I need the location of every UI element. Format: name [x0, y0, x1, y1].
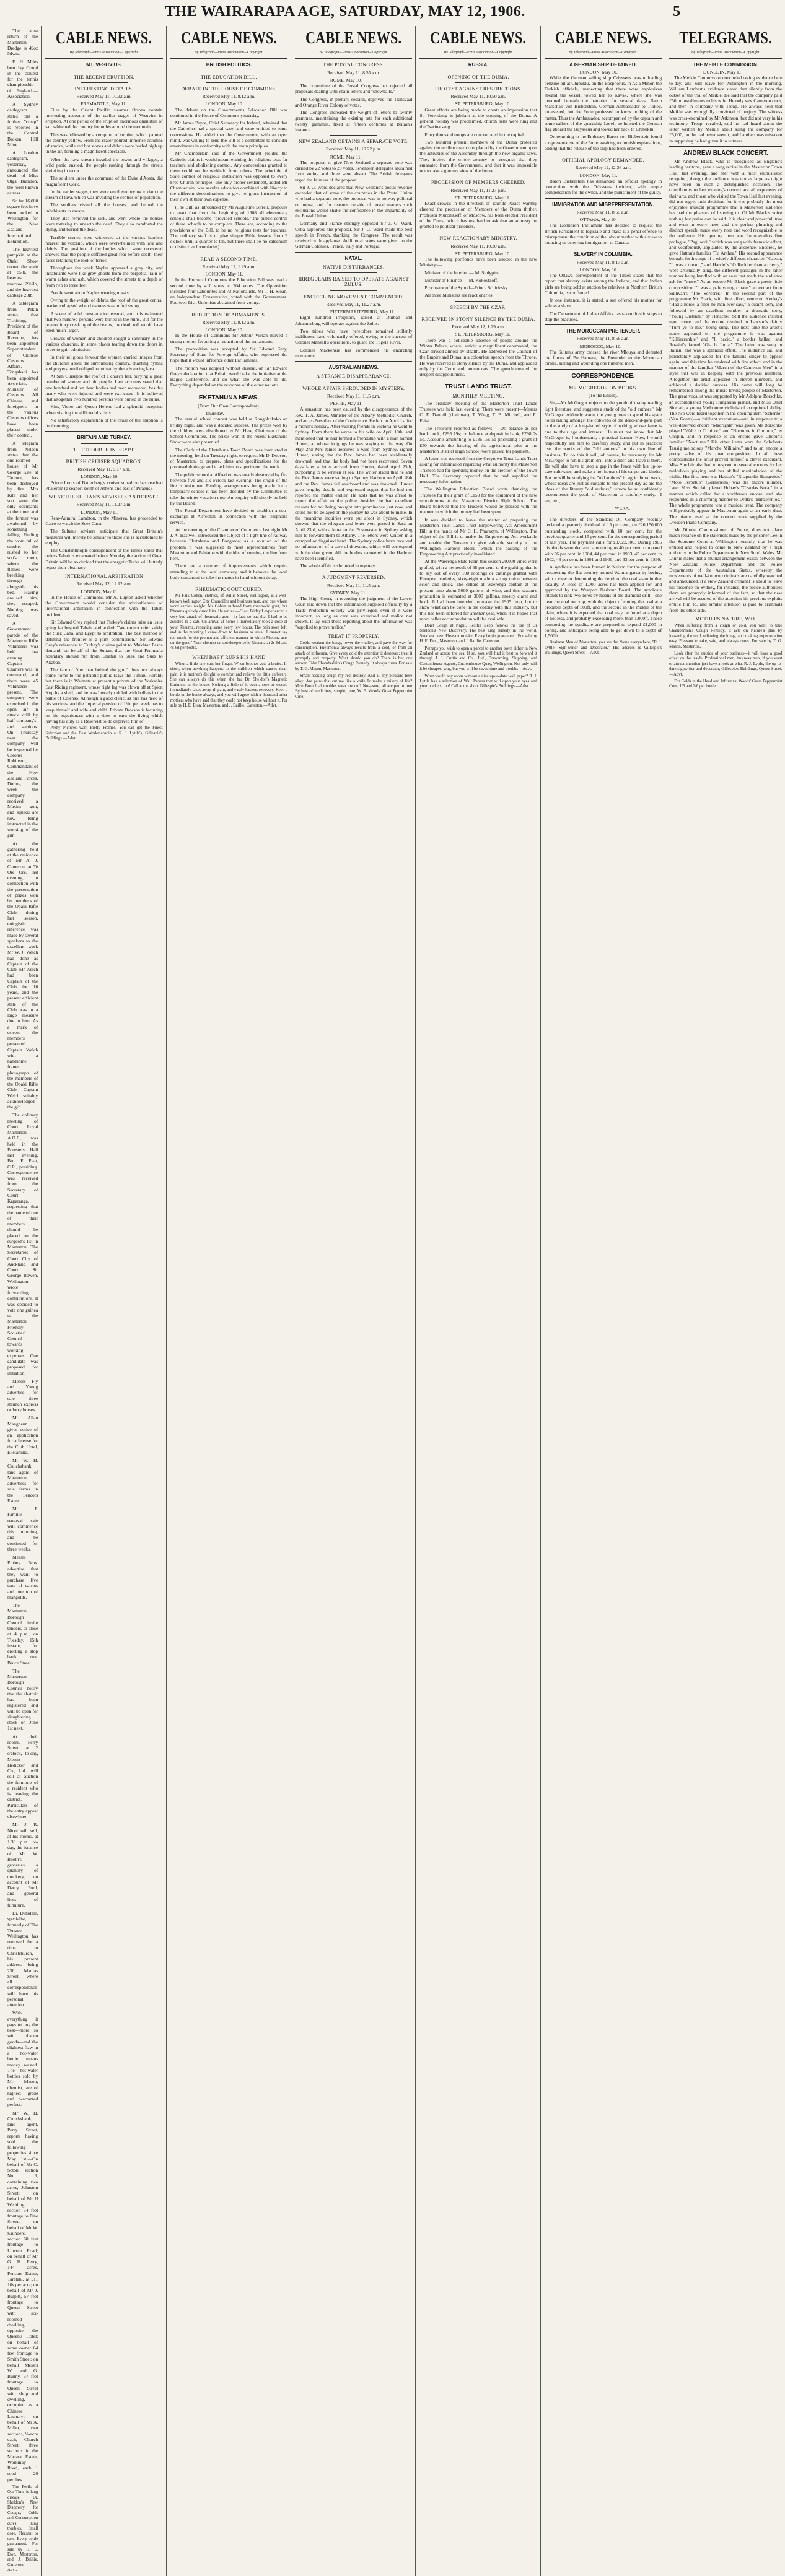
article-body	[669, 75, 782, 144]
rule	[419, 58, 537, 59]
subheading: NEW ZEALAND OBTAINS A SEPARATE VOTE.	[298, 139, 409, 144]
article-body	[295, 596, 412, 630]
dateline: ROME, May 10.	[330, 77, 362, 83]
rule	[295, 252, 412, 253]
dateline: PERTH, May 11.	[330, 401, 363, 406]
advertisement: Don't Cough at Night. Restful sleep follows the use of Dr Sheldon's New Discovery. The best lung remedy in the world. Smallest dose. Pleasant to take. Every bottle guaranteed. For sale by H. E. Eton, Masterton, and J. Baillie, Carterton.	[419, 624, 537, 644]
dateline: LONDON, May 10.	[205, 327, 243, 333]
column-cable-news-4	[415, 26, 540, 2576]
paragraph: With everything it pays to buy the best—more so with tobacco goods—and the slightest flaw in a hot-water bottle means money wasted. The hot-water bottles sold by Mr Mason, chemist, are of highest grade and warranted perfect.	[7, 2010, 38, 2108]
subheading: THE TROUBLE IN EGYPT.	[72, 446, 136, 453]
paragraph: The Sultan's army crossed the river Mlouya and defeated the forces of Bu Hamara, the Pretender to the Moroccan throne, killing and wounding one hundred men.	[544, 349, 662, 367]
paragraph: No satisfactory explanation of the cause of the eruption is forthcoming.	[45, 417, 163, 429]
divider	[580, 513, 627, 514]
section-heading: EKETAHUNA NEWS.	[198, 394, 259, 401]
byline: By Telegraph—Press Association—Copyright.	[691, 51, 760, 54]
article-body	[45, 107, 162, 429]
advertisement: When suffering from a cough or cold, you want to take Chamberlain's Cough Remedy. It acts on Nature's plan by loosening the cold, relieving the lungs, and making expectoration easy. Pleasant to take, safe, and always cures. For sale by T. G. Mason, Masterton.	[669, 624, 783, 649]
subheading: A STRANGE DISAPPEARANCE.	[316, 373, 392, 380]
received-line: Received May 11, 10.32 a.m.	[76, 94, 132, 99]
rule	[545, 198, 662, 199]
subheading: A JUDGMENT REVERSED.	[322, 575, 385, 581]
paragraph: Terrible scenes were witnessed at the various hamlets nearest the volcano, which were overwhelmed with lava and debris. The position of the bodies which were recovered showed that the people suffered great fear before death, their faces retaining the look of terror.	[45, 234, 163, 263]
subheading: INTERESTING DETAILS.	[74, 85, 134, 92]
paragraph: The following portfolios have been allotted in the new Ministry:—	[419, 256, 537, 268]
received-line: Received May 11, 9.17 a.m.	[77, 466, 131, 472]
paragraph: Mr W. H. Cruickshank, land agent, of Masterton, advertises for sale farms in the Pencors Estate.	[7, 1458, 38, 1503]
article-body	[545, 222, 662, 245]
paragraph: Sir J. G. Ward declared that New Zealand's postal revenue exceeded that of some of the countries in the Postal Union who had a separate vote, the proposal was in no way political or unjust, and for reasons outside of postal matters such exclusions would shake the confidence in the impartiality of the Postal Union.	[295, 184, 413, 219]
dateline: LONDON, May 10.	[205, 101, 243, 107]
paragraph: The soldiers under the command of the Duke d'Aosta, did magnificent work.	[45, 175, 163, 187]
dateline: ROME, May 11.	[330, 154, 362, 160]
article-body	[170, 107, 287, 250]
article-body	[545, 516, 662, 638]
divider	[455, 301, 502, 302]
divider	[330, 272, 377, 273]
telegrams-banner: TELEGRAMS.	[679, 28, 773, 47]
dateline: ST. PETERSBURG, May 11.	[455, 331, 511, 337]
masthead	[0, 0, 690, 25]
paragraph: Dr. Dinsdale, specialist, formerly of The Terrace, Wellington, has removed for a time to Christchurch, his present address being 230, Madras Street, where all correspondence will have his personal attention.	[7, 1910, 38, 2008]
letter-signature: WEKA.	[615, 505, 631, 511]
article-body	[419, 107, 537, 174]
section-heading: SLAVERY IN COLUMBIA.	[574, 251, 633, 258]
article-body	[419, 256, 537, 298]
subheading: REDUCTION OF ARMAMENTS.	[191, 311, 266, 318]
paragraph: The motion was adopted without dissent, on Sir Edward Grey's declaration that Britain would take the initiative at the Hague Conference, and do what she was able to do. Everything depended on the response of the other nations.	[170, 365, 288, 388]
divider	[455, 82, 502, 83]
received-line: Received May 11, 8.56 a.m.	[576, 336, 630, 342]
paragraph: Germany and France strongly opposed Sir J. G. Ward. Cuba supported the proposal. Sir J. G. Ward made the best speech in French, thanking the Congress. The result was received with applause. Additional votes were given to the German Colonies, France, Italy and Portugal.	[295, 220, 413, 250]
paragraph: Minister of Finance — M. Kokovtzoff.	[424, 277, 499, 283]
paragraph: At the Waerenga State Farm this season 20,000 vines were grafted, with a net result of 68 per cent. to the grafting; that is to say out of every 100 rootings or cuttings grafted with European varieties, sixty-eight made a strong union between scion and stock. The cellars at Waerenga contain at the present time about 5000 gallons of wine, and this season's production is estimated at 3000 gallons, mostly claret and hock. It had been intended to make the 1905 crop, but to show what can be done in the colony with this industry, but this has been deferred for another year, when it is hoped that more cellar accommodation will be available.	[419, 559, 537, 622]
paragraph: The High Court, in reversing the judgment of the Lower Court laid down that the information supplied officially by a Trade Protection Society was privileged, even if it were incorrect, so long as care was exercised and malice not shown. It lay with those reporting about the information was "supplied to prove malice."	[295, 596, 413, 630]
article-body	[545, 400, 662, 503]
paragraph: Mr W. H. Cruickshank, land agent, Perry Street, reports having sold the following properties since May 1st:—On behalf of Mr C. Soton section No. 6, containing two acres, Johnston Street; on behalf of Mr H Wedding, section 54 feet frontage to Pine Street; on behalf of Mr W. Saunders, section 60 feet frontage to Lincoln Road; on behalf of Mr G. H. Perry, 144 acres, Pencors Estate, Taratahi, at £11 10s per acre; on behalf of Mr J. Bulpitt, 57 feet frontage to Queen Street with six-roomed dwelling, opposite the Queen's Hotel; on behalf of same owner 64 feet frontage to Smith Street; on behalf Messrs W. and G. Bunny, 57 feet frontage to Queen Street with shop and dwelling, occupied as a Chinese Laundry; on behalf of Mr A. Miller, two sections, ¼-acre each, Church Street; three sections in the Macara Estate, Workmay Road, each 1 rood 20 perches.	[7, 2110, 38, 2482]
rule	[545, 369, 662, 370]
paragraph: Two hundred present members of the Duma protested against the terrible restriction placed by the Government upon the activities of the Assembly through the new organic laws. They invited the whole country to recognise that they emanated from the Government, and that it was impossible not to take a gloomy view of the future.	[419, 139, 537, 173]
column-telegrams	[665, 26, 785, 2576]
dateline: ST. PETERSBURG, May 11.	[455, 194, 511, 201]
divider	[81, 455, 128, 456]
divider	[330, 290, 377, 291]
advertisement: Look after the outside of your business—it will have a good effect on the inside. Professional men, business men, if you want to attract attention just have a look at what R. J. Lyttle, the up-to-date signwriter and decorator, Gillespie's Buildings, Queen Street.—Advt.	[669, 651, 783, 677]
paragraph: The Congress increased the weight of letters to twenty grammes, maintaining the existing rate for each additional twenty grammes, fixed at fifteen centimes at Britain's instance.	[295, 110, 413, 133]
rule	[669, 146, 782, 147]
article-body	[419, 401, 537, 622]
paragraph: A Government parade of the Masterton Rifle Volunteers was held last evening. Captain Charters was in command, and there were 45 Volunteers present. The company were exercised in the open air in attack drill by half-company's and sections. On Thursday next the company will be inspected by Colonel Robinson, Commandant of the New Zealand Forces. During the week the company received a Maxim gun, and squads are now being instructed in the working of the gun.	[7, 620, 38, 838]
article-body	[170, 277, 287, 305]
received-line: Received May 11, 11.27 a.m.	[326, 301, 382, 307]
subheading: MR MCGREGOR ON BOOKS.	[569, 385, 638, 391]
paragraph: The proposition was accepted by Sir Edward Grey, Secretary of State for Foreign Affairs, who expressed the hope that it would influence other Parliaments.	[170, 346, 288, 363]
cable-news-banner: CABLE NEWS.	[180, 28, 278, 47]
paragraph: The proposal to give New Zealand a separate vote was carried by 22 votes to 20 votes. Seventeen delegates abstained from voting and three were absent. The British delegates urged the fairness of the proposal.	[295, 159, 413, 183]
dateline: DUNEDIN, May 11.	[703, 69, 743, 75]
paragraph: Crowds of women and children sought a sanctuary in the various churches, in some places tearing down the doors in order to gain admission.	[45, 335, 163, 352]
paragraph: In their religious fervour the women carried images from the churches about the surrounding country, chanting hymns and prayers, until obliged to retreat by the advancing lava.	[45, 354, 163, 372]
advertisement: Pretty Pictures want Pretty Frames. You can get the Finest Selection and the Best Workmanship at R. J. Lyttle's, Gillespie's Buildings.—Advt.	[45, 726, 163, 741]
paragraph: Sir,—Mr McGregor objects to the youth of to-day reading light literature, and suggests a study of the "old authors." Mr McGregor evidently wants the young men to spend his spare hours raking amongst the cobwebs of the dead-and-gone past in the study of a long-haired style of writing whose fame is due to their age and interest. He must not know that Mr McGregor is, I understand, a practical farmer. Now, I would respectfully ask him to carefully study, and put in practical use, the works of the "old authors" in his own line of business. To do this it will, of course, be necessary for Mr McGregor to run his grain-drill into a ditch and leave it there. He will also have to stop a gap in the fence with his up-to-date cultivator, and make a hot-house of his carpet and binder. But he will be studying the "old authors" in agricultural work, whose ideas are just as suitable to the present day as are the ideas of the literary "old authors," whom he so confidently recommends the youth of Masterton to carefully study.—I am, etc.,	[544, 400, 662, 503]
rule	[545, 324, 662, 325]
subheading: IRREGULARS RAISED TO OPERATE AGAINST ZULUS.	[298, 276, 409, 288]
dateline: LONDON, May 11.	[81, 588, 119, 594]
received-line: Received May 11, 8.55 a.m.	[576, 209, 630, 215]
subheading: WHAT THE SULTAN'S ADVISERS ANTICIPATE.	[48, 494, 160, 500]
columns	[4, 26, 783, 2573]
advertisement: Colds weaken the lungs, lower the vitality, and pave the way for consumption. Pneumonia always results from a cold, or from an attack of influenza. Give every cold the attention it deserves; treat it promptly and properly. What should you do? There is but one answer. Take Chamberlain's Cough Remedy. It always cures. For sale by T. G. Mason, Masterton.	[295, 640, 413, 671]
section-heading: ANDREW BLACK CONCERT.	[683, 149, 768, 157]
dateline: FREMANTLE, May 11.	[81, 101, 127, 107]
subheading: MOTHERS NATURE, W.O.	[695, 616, 756, 622]
byline: By Telegraph—Press Association—Copyright.	[568, 51, 638, 54]
paragraph: The heaviest pumpkin at the Otaki Show turned the scale at 85lb, the heaviest marrow 29½lb, and the heaviest cabbage 20lb.	[7, 246, 38, 298]
dateline: SYDNEY, May 11.	[330, 590, 367, 596]
rule	[295, 361, 412, 362]
divider	[330, 135, 377, 136]
subheading: THE EDUCATION BILL.	[200, 74, 257, 80]
paragraph: The Department of Indian Affairs has taken drastic steps to stop the practices.	[544, 310, 662, 322]
received-line: Received May 11, 8.12 a.m.	[202, 319, 256, 325]
rule	[170, 58, 287, 59]
article-body	[295, 83, 412, 133]
paragraph: A London cablegram, yesterday, announced the death of Miss Olga Brandon, the well-known actress.	[7, 150, 38, 196]
divider	[206, 308, 253, 309]
divider	[206, 82, 253, 83]
paragraph: A Sydney cablegram states that a further "creep" is reported in the Central Broken Hill Mine.	[7, 102, 38, 147]
column-cable-news-5	[540, 26, 665, 2576]
paragraph: Mr Dinnie, Commissioner of Police, does not place much reliance on the statement made by the prisoner Lee in the Supreme Court at Wellington recently, that he was enticed and helped to come to New Zealand by a high authority in the Police Department in New South Wales. Mr Dinnie states that a mutual arrangement exists between the New Zealand Police Department and the Police Departments of the Australian States, whereby the movements of well-known criminals are carefully watched and announced. If a New Zealand criminal is about to leave his presence on Sydney, for instance, the police authorities there are promptly informed of the fact, so that the new arrival will be assured of the attention his previous exploits entitle him to, and similar attention is paid to criminals from the other side.	[669, 527, 783, 613]
dateline: LONDON, May 11.	[81, 509, 119, 515]
subheading: THE RECENT ERUPTION.	[73, 74, 135, 80]
section-heading: A GERMAN SHIP DETAINED.	[569, 62, 637, 68]
paragraph: The fate of "the man behind the gun," does not always come home to the patriotic public (says the Timaru Herald) but there is in Waimate at present a private of the Yorkshire East Riding regiment, whose right leg was blown off at Spion Kop by a shell, and he was literally riddled with bullets in the battle of Colenso. Although a good cleric, as one has need of his services, and the Imperial pension of 1½d per week has to keep himself and wife and child. Private Dawson is lecturing on his experiences with a view to earn the living which having his duty as a Reservist to do deprived him of.	[45, 666, 163, 724]
article-body	[545, 272, 662, 322]
cable-news-banner: CABLE NEWS.	[56, 28, 152, 47]
subheading: NATIVE DISTURBANCES.	[323, 264, 385, 270]
paragraph: Files by the Orient Pacific steamer Ortona contain interesting accounts of the earlier stages of Vesuvius in eruption. At one period of the eruption enormous quantities of salt whitened the country for miles around the mountain.	[45, 107, 163, 130]
subheading: WHOLE AFFAIR SHROUDED IN MYSTERY.	[302, 385, 405, 391]
paragraph: While the German sailing ship Odysseus was unloading benzine oil at Chibuklu, on the Bosphorus, in Asia Minor, the Turkish officials, suspecting that there were explosives aboard the vessel, towed her to Kavak, where she was detained beneath the batteries for several days. Baron Marschall von Bieberstein, German Ambassador to Turkey, intervened, but the Porte professed to know nothing of the matter. Thus the Ambassador, accompanied by the captain and some sailors of the guardship Loreli, re-hoisted the German flag aboard the Odysseus and towed her back to Chibuklu.	[544, 74, 662, 132]
paragraph: Sir Edward Grey replied that Turkey's claims raise an issue going far beyond Tabah, and added: "We cannot refer safely the Suez Canal and Egypt to arbitration. The best method of defining the frontier is a joint commission." Sir Edward Grey's reference to Turkey's claims point to Mukhtar Pasha demand, on behalf of the Sultan, that the Sinai Peninsula boundary should run from Elrafah to Suez and Suez to Akabah.	[45, 619, 163, 665]
rule	[45, 431, 162, 432]
subheading: MONTHLY MEETING.	[452, 393, 504, 399]
cable-news-banner: CABLE NEWS.	[555, 28, 652, 47]
divider	[580, 381, 627, 382]
paragraph: The Wellington Education Board wrote thanking the Trustees for their grant of £150 for the equipment of the new schoolrooms at the Masterton District High School. The Board believed that the Trustees would be pleased with the manner in which the money had been spent.	[419, 486, 537, 515]
paragraph: Exact crowds in the direction of Tauride Palace warmly cheered the procession of Members of the Duma thither. Professor Muromtseff, of Moscow, has been elected President of the Duma, which has resolved to ask that an amnesty be granted to political prisoners.	[419, 201, 537, 229]
received-line: Received May 11, 8.12 a.m.	[202, 94, 256, 99]
paragraph: Throughout the week Naples appeared a grey city, and inhabitants were like grey ghosts from the perpetual rain of warm ashes and ash, which covered the streets to a depth of from two to three feet.	[45, 264, 163, 288]
paragraph: The whole affair is shrouded in mystery.	[300, 563, 376, 568]
paragraph: Rear-Admiral Lambton, in the Minerva, has proceeded to Cairo to watch the Suez Canal.	[45, 515, 163, 526]
paragraph: So far 16,000 square feet have been booked in Wellington for the New Zealand International Exhibition.	[7, 198, 38, 244]
dateline: ST. PETERSBURG, May 10.	[455, 101, 511, 107]
received-line: Received May 11, 10.22 p.m.	[325, 146, 382, 152]
paragraph: Mr P. Famill's removal sale will commence this morning, and be continued for three weeks.	[7, 1506, 38, 1552]
paragraph: The Clerk of the Eketahuna Town Board was instructed at the meeting, held on Tuesday night, to request Mr D. Dobson, of Masterton, to prepare, plans and specifications for the proposed drainage and to ask him to superintend the work.	[170, 446, 288, 470]
subheading: ENCIRCLING MOVEMENT COMMENCED.	[303, 294, 404, 300]
rule	[295, 58, 412, 59]
subheading: READ A SECOND TIME.	[200, 256, 258, 262]
paragraph: King Victor and Queen Helene had a splendid reception when visiting the afflicted districts.	[45, 404, 163, 416]
paragraph: Messrs Fly and Young advertise for sale three staunch express or lorry horses.	[7, 1378, 38, 1412]
paragraph: On returning to the Embassy, Baron von Bieberstein found a representative of the Porte awaiting to furnish explanations, adding that the release of the ship had been ordered.	[544, 134, 662, 151]
paragraph: At San Guiseppe the roof of a church fell, burying a great number of women and old people. Last accounts stated that one hundred and ten dead bodies had been recovered, besides many who were injured and were extricated. It is believed that altogether two hundred persons were buried in the ruins.	[45, 373, 163, 402]
paragraph: The soldiers visited all the houses, and helped the inhabitants to escape.	[45, 202, 163, 214]
byline: By Telegraph—Press Association—Copyright.	[69, 51, 139, 54]
paragraph: The Masterton Borough Council invite tenders, to close at 4 p.m., on Tuesday, 15th instant, for erecting a stop bank near Bruce Street.	[7, 1603, 38, 1666]
paragraph: The Ottawa correspondent of the Times states that the report that slavery exists among the Indians, and that Indian girls are being sold at auction by relatives in Northern British Columbia, is confirmed.	[544, 272, 662, 295]
article-body	[545, 75, 662, 151]
article-body	[45, 594, 162, 724]
paragraph: At the meeting of the Chamber of Commerce last night Mr J. A. Hastwell introduced the subject of a light line of railway between Eketahuna and Pongaroa; as a solution of the problem it was suggested to meet representatives from Masterton and Pahiatua with the idea of running the line from here.	[170, 526, 288, 561]
paragraph: Mr Falk Cohen, clothier, of Willis Street, Wellington, is a well-known Wellington City Councillor and business man, and one whose word carries weight. Mr Cohen suffered from rheumatic gout, but Rheuma quickly cured him. He writes:—"Last Friday I experienced a very bad attack of rheumatic gout—in fact, so bad that I had to be assisted to a cab. On arrival at home I immediately took a dose of your Rheuma, repeating same every few hours. The pain soon left, and in the morning I came down to business as usual. I cannot say too much for the prompt and efficient manner in which Rheuma acts on the gout." Your chemist or storekeeper sells Rheuma at 2s 6d and 4s 6d per bottle.	[170, 594, 288, 651]
paragraph: All three Ministers are reactionaries.	[424, 292, 494, 298]
received-line: Received May 11, 11.27 a.m.	[76, 502, 132, 508]
divider	[330, 571, 377, 572]
paragraph: It was decided to leave the matter of preparing the Masterton Trust Lands Trust Empowering Act Amendment Bill in the hands of Mr C. H. Pharazyn, of Wellington. The object of the Bill is to make the Empowering Act workable and enable the Trustees to give valuable security to the Wellington Harbour Board, which the passing of the Empowering Act practically invalidated.	[419, 516, 537, 557]
article-body	[545, 178, 662, 196]
byline: By Telegraph—Press Association—Copyright.	[194, 51, 263, 54]
paragraph: A telegram from Nelson states that the one-roomed house of Mr George Kite, at Tadmor, has been destroyed by fire. Mrs Kite and her son were the only occupants at the time, and the former was awakened by something falling. Finding the room full of smoke, she rushed to her son's room, where the flames were breaking through alongside his bed. Having aroused him, they escaped. Nothing was saved.	[7, 440, 38, 618]
paragraph: In the House of Commons the Education Bill was read a second time by 410 votes to 204 votes. The Opposition included four Labourites and 73 Nationalists. Mr T. H. Sloan, an Independent Conservative, voted with the Government. Fourteen Irish Unionists abstained from voting.	[170, 277, 288, 306]
divider	[81, 443, 128, 444]
article-body	[45, 515, 162, 570]
subheading: SPEECH BY THE CZAR.	[450, 304, 507, 310]
received-line: Received May 11, 11.5 p.m.	[327, 582, 380, 588]
dateline: LONDON, May 11.	[579, 172, 618, 178]
paragraph: The directors of the Standard Oil Company recently declared a quarterly dividend of 15 per cent., on £20,150,000 outstanding stock, compared with 10 per cent. for the previous quarter and 15 per cent. for the corresponding period of last year. The payment calls for £3,022,500. During 1905 dividends were declared amounting to 40 per cent. compared with 36 per cent. in 1904, 44 per cent. in 1903, 45 per cent. in 1902, 48 per cent. in 1901 and 1900, and 33 per cent. in 1899.	[544, 516, 662, 562]
paragraph: The Meikle Commission concluded taking evidence here to-day, and will leave for Wellington in the morning. William Lambert's evidence stated that silently from the outset of the trial of Meikle. He said that the company paid £50 in installments to his wife. He only saw Cameron once, and then in company with Troup. He always held that Meikle was wrongfully convicted of perjury. The witness was cross-examined by Mr Atkinson, but did not vary in his testimony. Troup, recalled, said he had heard about the letter written by Meikle about suing the company for £5,000, but he had never seen it, and Lambert was mistaken in supposing he had given it to witness.	[669, 74, 783, 144]
section-heading: BRITISH POLITICS.	[206, 62, 252, 68]
paragraph: A sensation has been caused by the disappearance of the Rev. T. A. James, Minister of the Albany Methodist Church, and an ex-President of the Conference. He left on April 1st for a month's holiday. After visiting friends in Victoria he went to Sydney. From there he wrote to his wife on April 10th, and mentioned that he had formed a friendship with a man named Hunter, at whose lodgings he was staying on the way. On May 2nd Mrs James received a wire from Sydney, signed Hunter, stating that the Rev. James had been accidentally drowned, and that the body had not been recovered. Seven days later a letter arrived from Hunter, dated April 25th, purporting to be written at sea. The writer stated that he and the Rev. James were sailing to Sydney Harbour on April 18th and the Rev. James fell overboard and was drowned. Hunter gave lengthy details and expressed regret that he had not reported the matter earlier. He adds that he was afraid to report the affair to the police; besides, he had excellent reasons for not being brought into prominence just now, and could not be delayed on the journey he was about to make. In the meantime inquiries were put afoot in Sydney, which showed that the telegram and letter were posted in Sara on April 23rd, with a letter to the Postmaster in Sydney asking him to forward them to Albany. The letters were written in a cramped or disguised hand. The Sydney police have received no information of a case of drowning which will correspond with the date given. All the bodies recovered in the Harbour have been identified.	[295, 406, 413, 561]
advertisement: For Colds in the Head and Influenza, Woods' Great Peppermint Cure, 1/6 and 2/6 per bottle.	[669, 679, 783, 689]
section-heading: RUSSIA.	[468, 62, 489, 68]
page-number: 5	[673, 4, 680, 20]
received-line: Received May 12, 1.29 a.m.	[452, 324, 505, 329]
column-cable-news-1	[41, 26, 165, 2576]
paragraph: People went about Naples wearing masks.	[50, 289, 130, 295]
paragraph: Mr Allan Mangnenn gives notice of an application for a license for the Club Hotel, Eketahuna.	[7, 1415, 38, 1455]
subheading: OFFICIAL APOLOGY DEMANDED.	[562, 157, 644, 163]
cable-news-banner: CABLE NEWS.	[305, 28, 402, 47]
subheading: RHEUMATIC GOUT CURED.	[195, 586, 263, 592]
received-line: Received May 11, 11.5 p.m.	[327, 393, 380, 399]
paragraph: Prince Louis of Battenberg's cruiser squadron has reached Phaleram (a seaport south of Athens and east of Piraeus).	[45, 479, 163, 491]
subheading: TREAT IT PROPERLY.	[328, 633, 380, 639]
paragraph: (The Bill, as introduced by Mr Augustine Birrell, proposes to enact that from the beginning of 1908 all elementary schools shall become "provided schools," the public control of these schools to be complete. There are, according to the provisions of the Bill, to be no religious tests for teachers. The ordinary staff is to give simple Bible lessons from 9 o'clock until a quarter to ten, but there shall be no catechism or distinctive formularies).	[170, 204, 288, 250]
subheading: OPENING OF THE DUMA.	[447, 74, 509, 80]
paragraph: Procurator of the Synod—Prince Schirinsky.	[424, 285, 509, 290]
dateline: OTTAWA, May 10.	[579, 217, 617, 222]
paragraph: Messrs Finbey Bros. advertise that they want to purchase five tons of carrots and one ton of mangolds.	[7, 1554, 38, 1600]
advertisement: Perhaps you wish to open a parcel to another town either in New Zealand or across the sea. If so, you will find it best to forward it through J. J. Curtis and Co., Ltd., Forwarding, Shipping, and Customhouse Agents, Customhouse Quay, Wellington. Not only will it be cheapest way, but you will be saved time and trouble.—Advt.	[419, 646, 537, 672]
paragraph: Mr Andrew Black, who is recognised as England's leading baritone, gave a song recital in the Masterton Town Hall, last evening, and met with a most enthusiastic reception, though the audience was not as large as might have been on such a distinguished occasion. The contributors to last evening's concert are all exponents of their arts, and those who visited the Town Hall last evening, did not regret their decision, for it was probably the most enjoyable musical programme that a Masterton audience has had the pleasure of listening to. Of Mr Black's voice nothing but praise can be said. It is clear and powerful, true and even in every note, and the perfect phrasing and distinct speech, made every note and word recognisable to the audience. His opening item was Leoncavallo's fine prologue, "Pagliacci," which was sung with dramatic effect, and vociferously applauded by the audience. Encored, he gave Hatton's familiar "To Anthea." His second appearance brought forth songs of a widely different character. "Caesar, "It was a dream," and Handel's "O Ruddier than a cherry," were artistically sung, the different passages in the latter number being handled with an ease that made the audience ask for "more." As an encore Mr Black gave a pretty little composition, "I was a pale young curate," an extract from Sullivan's "The Sorcerer." In the second part of the programme Mr Black, with fine effect, rendered Korbay's "Had a horse, a finer no man ever saw," a quaint item, and followed by an excellent number—a dramatic story, "Young Dietrich," by Henschel. Still the audience insisted upon more, and the encore resulted in Lawson's dainty "Turn ye to me," being sung. The next time the artist's name appeared on the programme it was against "Killiecrankie" and "Il bacio," a border ballad, and Rossini's famed "Gia la Luna." The latter was sung in Italian, and was a splendid effort. The audience sat, and persistently applauded for the famous singer to appear again, and this time he rendered with fine effect, and in the manner of the familiar "March of the Cameron Men" in a style that was in keeping with the previous numbers. Altogether the artist appeared in eleven numbers, and achieved a decided success. His name will long be remembered among the music loving people of Masterton. The great vocalist was supported by Mr Adolphe Borschke, an accomplished young Hungarian pianist, and Miss Ethel Sinclair, a young Melbourne violinist of exceptional ability. The two were heard together in the opening item "Scherzo" (Van Goens)—a brilliant execution—and in response to a well-deserved encore "Madrigale" was given. Mr Borschke played "Waltz in C minor," and "Nocturne in G minor," by Chopin, and in response to an encore gave Chopin's familiar "Nocturne." His other items were the Schubert-Tausig melodious "Marche Militaire," and to an encore a pretty valse of his own composition. In all these compositions the artist proved himself a clever executant. Miss Sinclair also had to respond to several encores for her melodious playing and her skilful manipulation of the violin. Her first item was Hauser's "Rhapsodie Hongroise." "Moto Perpetuo" (Gernsheim) was the encore number. Later Miss Sinclair played Hubay's "Czardas Nota," in a manner which called for a vociferous encore, and she responded in a charming manner to Drdla's "Hinzerenjos." The whole programme was a musical treat. The company will probably appear in Masterton again at an early date. The pianos used at the concert were supplied by the Dresden Piano Company.	[669, 159, 783, 525]
paragraph: There are a number of improvements which require attending to at the local cemetery, and it behoves the local body concerned to take the matter in hand without delay.	[170, 563, 288, 580]
article-body	[669, 159, 782, 613]
subheading: THE POSTAL CONGRESS.	[323, 62, 385, 68]
article-body	[545, 349, 662, 367]
dateline: LONDON, May 11.	[205, 271, 243, 277]
paragraph: The committee of the Postal Congress has rejected all proposals dealing with chain-letters and "snowballs."	[295, 83, 413, 95]
subheading: DEBATE IN THE HOUSE OF COMMONS.	[181, 85, 277, 92]
paragraph: The ordinary meeting of Court Loyal Masterton, A.O.F., was held in the Foresters' Hall last evening, Bro. F. Peat, C.R., presiding. Correspondence was received from the Secretary of Court Kaparanga, requesting that the name of one of their members should be placed on the surgeon's list in Masterton. The Secretaries of Court City of Auckland and Court Sir George Bowen, Wellington, wrote forwarding contributions. It was decided to vote one guinea to the Masterton Friendly Societies' Council towards working expenses. One candidate was proposed for initiation.	[7, 1112, 38, 1376]
paragraph: Forty thousand troops are concentrated in the capital.	[424, 131, 525, 137]
article-body	[295, 406, 412, 568]
section-heading: THE MOROCCAN PRETENDER.	[566, 328, 641, 334]
paragraph: The Dominion Parliament has decided to request the British Parliament to legislate and make it a penal offence to misrepresent the condition of the labour market with a view to inducing or deterring immigration to Canada.	[544, 222, 662, 245]
paragraph: At the gathering held at the residence of Mr A. J. Cameron, at Te Ore Ore, last evening, in connection with the presentation of prizes won by members of the Opaki Rifle Club, during last season, eulogistic reference was made by several speakers to the excellent work Mr W. J. Welch had done as Captain of the Club. Mr Welch had been Captain of the Club for 16 years, and the present efficient state of the Club was in a large measure due to him. As a mark of esteem the members presented Captain Welch with a handsome framed photograph of the members of the Opaki Rifle Club. Captain Welch suitably acknowledged the gift.	[7, 840, 38, 1110]
local-paragraphs	[7, 28, 38, 2482]
paragraph: Mr Chamberlain said if the Government yielded the Catholic claims it would mean retaining the religious tests for teachers and abolishing control. Any concessions granted to them could not be withheld from others. The principle of State control of religious instruction was opposed to every Free Church principle. The only proper settlement, added Mr Chamberlain, was secular education combined with liberty to the different denominations to give religious instruction of their own at their own expense.	[170, 150, 288, 202]
subheading: BRITISH CRUISER SQUADRON.	[66, 458, 143, 464]
paragraph: The Sultan's advisers anticipate that Great Britain's measures will merely be similar to those she is accustomed to employ.	[45, 528, 163, 546]
paragraph: In the House of Commons, Mr A. Lupton asked whether the Government would consider the advisableness of international arbitration in connection with the Tabah incident.	[45, 594, 163, 617]
paragraph: The debate on the Government's Education Bill was continued in the House of Commons yesterday.	[170, 107, 288, 118]
paragraph: They also removed the sick, and went where the houses were tottering to unearth the dead. They also comforted the dying, and buried the dead.	[45, 215, 163, 233]
paragraph: Eight hundred irregulars, raised at Durban and Johannesburg will operate against the Zulus.	[295, 315, 413, 326]
paragraph: Baron Bieberstein has demanded an official apology in connection with the Odysseus incident, with ample compensation for the owner, and the punishment of the guilty.	[544, 178, 662, 196]
paragraph: A syndicate has been formed in Nelson for the purpose of prospecting the flat country around Waimangaroa by boring, with a view to determining the depth of the coal seam in that locality. A lease of 1,000 acres has been applied for, and approved by the Westport Harbour Board. The syndicate intends to sink two bores by means of the diamond drill—one near the coal outcrop, with the object of cutting the coal at a probable depth of 500ft, and the second in the middle of the plain, where it is expected that coal may be found at a depth of not less, and probably exceeding more, than 1,000ft. Those composing the syndicate are prepared to expend £1,000 in boring, and anticipate being able to get down to a depth of 1,500ft.	[544, 564, 662, 638]
paragraph: At their rooms, Perry Street, at 2 o'clock, to-day, Messrs Hedicker and Co., Ltd., will sell at auction the furniture of a resident who is leaving the district. Particulars of the entry appear elsewhere.	[7, 1733, 38, 1819]
subheading: RECEIVED IN STONY SILENCE BY THE DUMA.	[421, 316, 535, 322]
paragraph: Two tribes who have heretofore remained sullenly indifferent have voluntarily offered, owing to the success of Colonel Mansell's operations, to guard the Tugela River.	[295, 328, 413, 346]
advertisement: What would any room without a nice up-to-date wall paper? R. J. Lyttle has a selection of Wall Papers that will open your eyes and your pockets, too! Call at the shop, Gillespie's Buildings.—Advt.	[419, 674, 537, 689]
subheading: PROTEST AGAINST RESTRICTIONS.	[435, 85, 522, 92]
divider	[330, 382, 377, 383]
received-line: Received May 11, 8.55 a.m.	[327, 69, 380, 76]
received-line: Received May 12, 12.36 a.m.	[575, 165, 631, 171]
article-body	[419, 337, 537, 378]
received-line: Received May 12, 1.29 a.m.	[202, 263, 256, 269]
received-line: Received May 11, 10.50 a.m.	[450, 94, 506, 99]
paragraph: Mr J. R. Nicol will sell, at his rooms, at 1.30 p.m. to-day, the balance of Mr W. Booth's groceries, a quantity of crockery, on account of Mr Darcy Ford, and general lines of furniture.	[7, 1822, 38, 1908]
byline: By Telegraph—Press Association—Copyright.	[319, 51, 388, 54]
letter-salutation: (To the Editor).	[589, 393, 618, 398]
dateline: Thursday.	[205, 411, 224, 416]
section-heading: IMMIGRATION AND MISREPRESENTATION.	[552, 201, 654, 207]
paragraph: In one instance, it is stated, a son offered his mother for sale as a slave.	[544, 297, 662, 309]
paragraph: In the earlier stages, they were employed trying to dam the stream of lava, which was invading the centres of population.	[45, 188, 163, 200]
paragraph: Minister of the Interior — M. Stolypine.	[424, 269, 501, 276]
paragraph: Owing to the weight of debris, the roof of the great central market collapsed when business was in full swing.	[45, 297, 163, 309]
paragraph: The Postal Department have decided to establish a sub-exchange at Alfredton in connection with the telephone service.	[170, 508, 288, 525]
paragraph: The annual school concert was held at Rongokokako on Friday night, and was a decided success. The prizes won by the children were distributed by Mr Hare, Chairman of the School Committee. The prizes won at the recent Eketahuna Show were also presented.	[170, 416, 288, 445]
advertisement: Business Men of Masterton, you see the Name everywhere, "R. J. Lyttle, Sign-writer and Decorator." His address is Gillespie's Buildings, Queen Street.—Advt.	[544, 640, 662, 656]
paragraph: Mr James Bryce, Chief Secretary for Ireland, admitted that the Catholics had a special case, and were entitled to some concessions. He added that the Government, with an open mind, was willing to send the Bill to a committee to consider amendments in conformity with the main principles.	[170, 120, 288, 149]
article-body	[170, 594, 287, 651]
paragraph: The ordinary meeting of the Masterton Trust Lands Trustees was held last evening. There were present—Messrs C. E. Daniell (chairman), T. Wagg, T. B. Mitchell, and E. Feist.	[419, 400, 537, 424]
section-heading: THE MEIKLE COMMISSION.	[693, 62, 758, 68]
rule	[45, 58, 162, 59]
article-body	[170, 333, 287, 388]
dateline: LONDON, May 10.	[81, 474, 119, 480]
paragraph: Great efforts are being made to create an impression that St. Petersburg is jubilant at the opening of the Duma. A general holiday was proclaimed, church bells were rung and the Tsarina sang.	[419, 107, 537, 130]
article-body	[295, 315, 412, 359]
received-line: Received May 11, 8.17 a.m.	[576, 259, 630, 265]
section-heading: BRITAIN AND TURKEY.	[77, 435, 131, 441]
paragraph: In the House of Commons Sir Arthur Vivian moved a strong motion favouring a reduction of the armaments.	[170, 333, 288, 344]
subheading: NEW REACTIONARY MINISTRY.	[439, 235, 517, 242]
subheading: PROCESSION OF MEMBERS CHEERED.	[431, 180, 526, 186]
paragraph: The Constantinople correspondent of the Times states that unless Tabah is evacuated before Monday the action of Great Britain will be so decided that the energetic Turks will bitterly regret their obstinacy.	[45, 547, 163, 570]
paragraph: Colonel Mackenzie has commenced his encircling movement.	[295, 347, 413, 359]
subheading: INTERNATIONAL ARBITRATION	[64, 573, 144, 579]
article-body	[170, 416, 287, 580]
paragraph: A scene of wild consternation ensued, and it is estimated that two hundred persons were buried in the ruins. But for the premonitory creaking of the beams, the death roll would have been much larger.	[45, 310, 163, 334]
paragraph: The public school at Alfredton was totally destroyed by fire between five and six o'clock last evening. The origin of the fire is unknown. Pending arrangements being made for a temporary school it has been decided by the Committee to take the winter vacation now. An enquiry will shortly be held by the Board.	[170, 471, 288, 506]
article-body	[295, 160, 412, 250]
article-body	[419, 201, 537, 229]
paragraph: A letter was received from the Greytown Trust Lands Trust asking for information regarding what authority the Masterton Trustees had for spending money on the erection of the Town Hall. The Secretary reported that he had supplied the necessary information.	[419, 456, 537, 484]
section-heading: TRUST LANDS TRUST.	[444, 383, 512, 391]
column-cable-news-2	[166, 26, 291, 2576]
paragraph: E. H. Miles beat Jay Gould in the contest for the tennis championship of England.—Association.	[7, 59, 38, 99]
paragraph: There was a noticeable absence of people around the Winter Palace, where, amidst a magnificent ceremonial, the Czar arrived almost by stealth. He addressed the Council of the Empire and Duma in a colourless speech from the Throne. He was received in stony silence by the Duma, and applauded only by the Court and bureaucrats. The speech created the deepest disappointment.	[419, 337, 537, 377]
advertisement: The Perils of Our Time is lung disease. Dr. Sheldon's New Discovery for Coughs, Colds and Consumption cures lung troubles. Small dose. Pleasant to take. Every bottle guaranteed. For sale by H. E. Eton, Masterton, and J. Baillie, Carterton.—Advt.	[7, 2484, 38, 2573]
dateline: LONDON, May 10.	[579, 69, 618, 75]
column-cable-news-3	[291, 26, 415, 2576]
subheading: WHEN BABY RUNS HIS HAND	[192, 654, 266, 660]
cable-news-banner: CABLE NEWS.	[430, 28, 527, 47]
section-heading: CORRESPONDENCE.	[571, 372, 635, 380]
section-heading: NATAL.	[344, 255, 362, 261]
advertisement: When a little one cuts her finger. When brother gets a bruise. In short, when anything happens to the children which causes them pain, it is mother's delight to comfort and relieve the little sufferers. She can always do this when she has Dr. Sheldon's Magnetic Liniment in the house. Nothing a little of it over a sore or wound immediately takes away all pain, and vastly hastens recovery. Keep a bottle in the house always, and you will agree with a thousand other mothers who have said that they could not keep house without it. For sale by H. E. Eton, Masterton, and J. Baillie, Carterton.—Advt.	[170, 661, 288, 708]
rule	[545, 58, 662, 59]
correspondent-line: (From Our Own Correspondent).	[198, 402, 260, 409]
rule	[669, 58, 782, 59]
dateline: LONDON, May 10.	[579, 266, 618, 272]
paragraph: When the lava stream invaded the towns and villages, a wild panic ensued, the people rushing through the streets shrieking in terror.	[45, 156, 163, 173]
advertisement-verse: Small hacking cough my rest destroy, And all my pleasure here alloy; Are pains that cut me like a knife To make a misery of life? Must Bronchial troubles wear me out? No—sure, all are put to rout By best of medicines, simple, pure, W. E. Woods' Great Peppermint Cure.	[295, 674, 413, 699]
paragraph: This was followed by an eruption of sulphur, which painted the country yellow. From the crater poured immense columns of smoke, while red hot stones and debris were hurled high up in the air, forming a magnificent spectacle.	[45, 131, 163, 155]
newspaper-title: THE WAIRARAPA AGE, SATURDAY, MAY 12, 1906.	[165, 4, 525, 20]
dateline: PIETERMARITZBURG, May 11.	[330, 309, 395, 315]
paragraph: The Masterton Borough Council notify that the abattoir has been registered and will be open for slaughtering stock on June 1st next.	[7, 1668, 38, 1731]
dateline: ST. PETERSBURG, May 10.	[455, 250, 511, 256]
column-local-news	[4, 26, 41, 2576]
divider	[81, 82, 128, 83]
section-heading: MT. VESUVIUS.	[86, 62, 122, 68]
byline: By Telegraph—Press Association—Copyright.	[444, 51, 513, 54]
paragraph: The Treasurer reported as follows: —Dr. balance as per bank book, £295 19s; cr. balance at deposit in bank, £798 0s 5d. Accounts amounting to £136 15s 5d (including a grant of £50 towards the fencing of the agricultural plot at the Masterton District High School) were passed for payment.	[419, 425, 537, 454]
received-line: Received May 12, 12.12 a.m.	[76, 581, 132, 587]
dateline: MOROCCO, May 10.	[579, 343, 622, 349]
received-line: Received May 11, 10.30 a.m.	[450, 243, 506, 249]
paragraph: The Congress, in plenary session, deprived the Transvaal and Orange River Colony of votes.	[295, 96, 413, 108]
section-heading: AUSTRALIAN NEWS.	[328, 365, 379, 370]
paragraph: The latest return of the Masterton Dredge is 49oz 5dwts.	[7, 28, 38, 56]
paragraph: A cablegram from Pekin states that Tichfsing, President of the Board of Revenue, has been appointed Superintendent of Chinese Customs Affairs. Tongshaoi has been appointed Associate-Minister of Customs. All Chinese and foreigners in the various Customs offices have been placed under their control.	[7, 300, 38, 438]
received-line: Received May 11, 11.27 p.m.	[450, 187, 506, 193]
